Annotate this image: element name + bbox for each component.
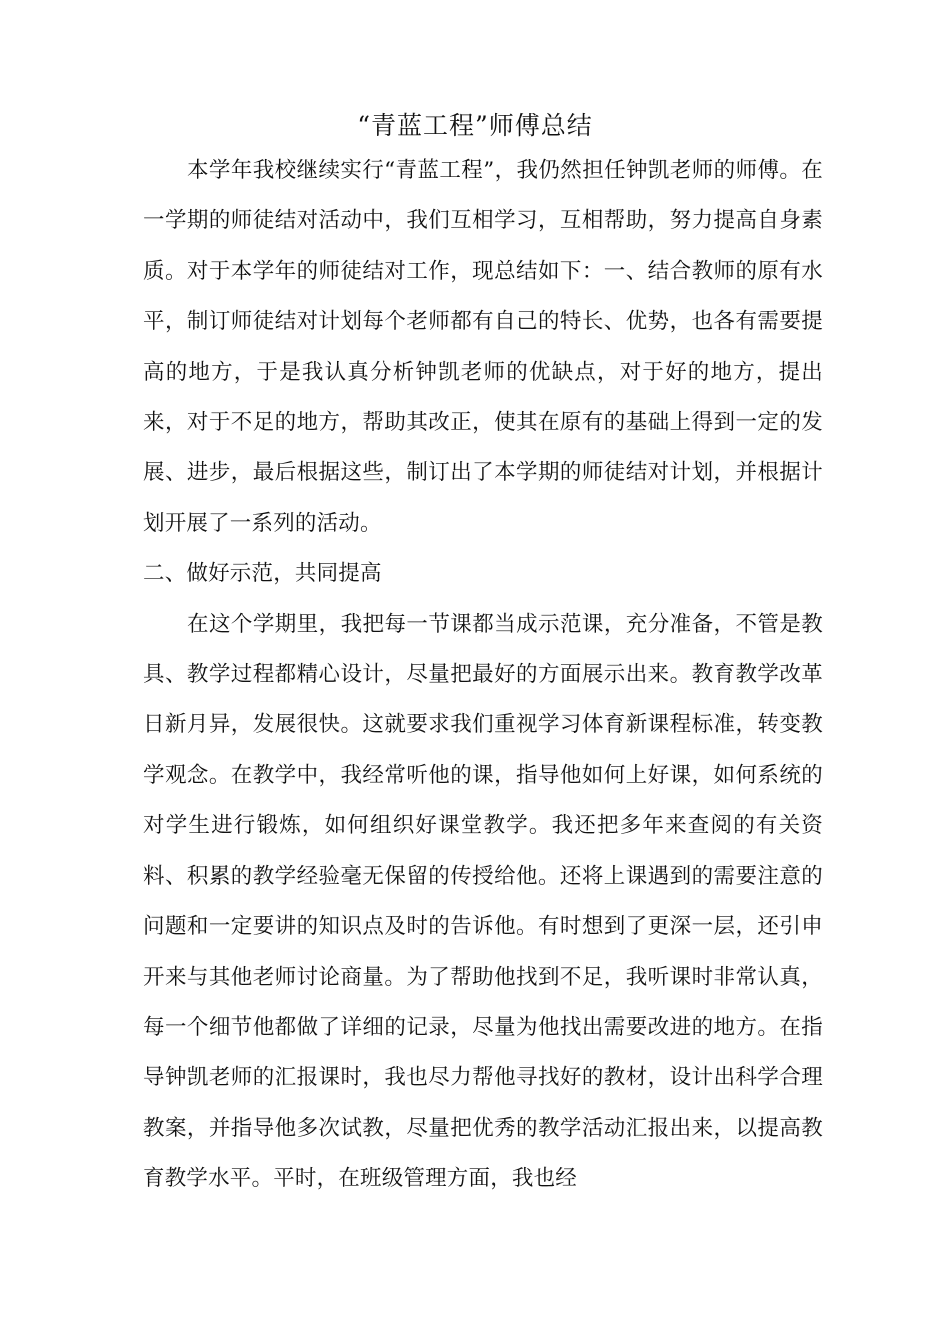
section-heading-2: 二、做好示范，共同提高 bbox=[143, 561, 382, 587]
document-title: “青蓝工程”师傅总结 bbox=[357, 111, 593, 140]
document-body bbox=[143, 146, 823, 1205]
paragraph-intro: 本学年我校继续实行“青蓝工程”，我仍然担任钟凯老师的师傅。在一学期的师徒结对活动中，我们互相学习，互相帮助，努力提高自身素质。对于本学年的师徒结对工作，现总结如下：一、结合教师的原有水平，制订师徒结对计划每个老师都有自己的特长、优势，也各有需要提高的地方，于是我认真分析钟凯老师的优缺点，对于好的地方，提出来，对于不足的地方，帮助其改正，使其在原有的基础上得到一定的发展、进步，最后根据这些，制订出了本学期的师徒结对计划，并根据计划开展了一系列的活动。 bbox=[143, 158, 823, 536]
paragraph-section-2: 在这个学期里，我把每一节课都当成示范课，充分准备，不管是教具、教学过程都精心设计，尽量把最好的方面展示出来。教育教学改革日新月异，发展很快。这就要求我们重视学习体育新课程标准，转变教学观念。在教学中，我经常听他的课，指导他如何上好课，如何系统的对学生进行锻炼，如何组织好课堂教学。我还把多年来查阅的有关资料、积累的教学经验毫无保留的传授给他。还将上课遇到的需要注意的问题和一定要讲的知识点及时的告诉他。有时想到了更深一层，还引申开来与其他老师讨论商量。为了帮助他找到不足，我听课时非常认真，每一个细节他都做了详细的记录，尽量为他找出需要改进的地方。在指导钟凯老师的汇报课时，我也尽力帮他寻找好的教材，设计出科学合理教案，并指导他多次试教，尽量把优秀的教学活动汇报出来，以提高教育教学水平。平时，在班级管理方面，我也经 bbox=[143, 611, 823, 1192]
